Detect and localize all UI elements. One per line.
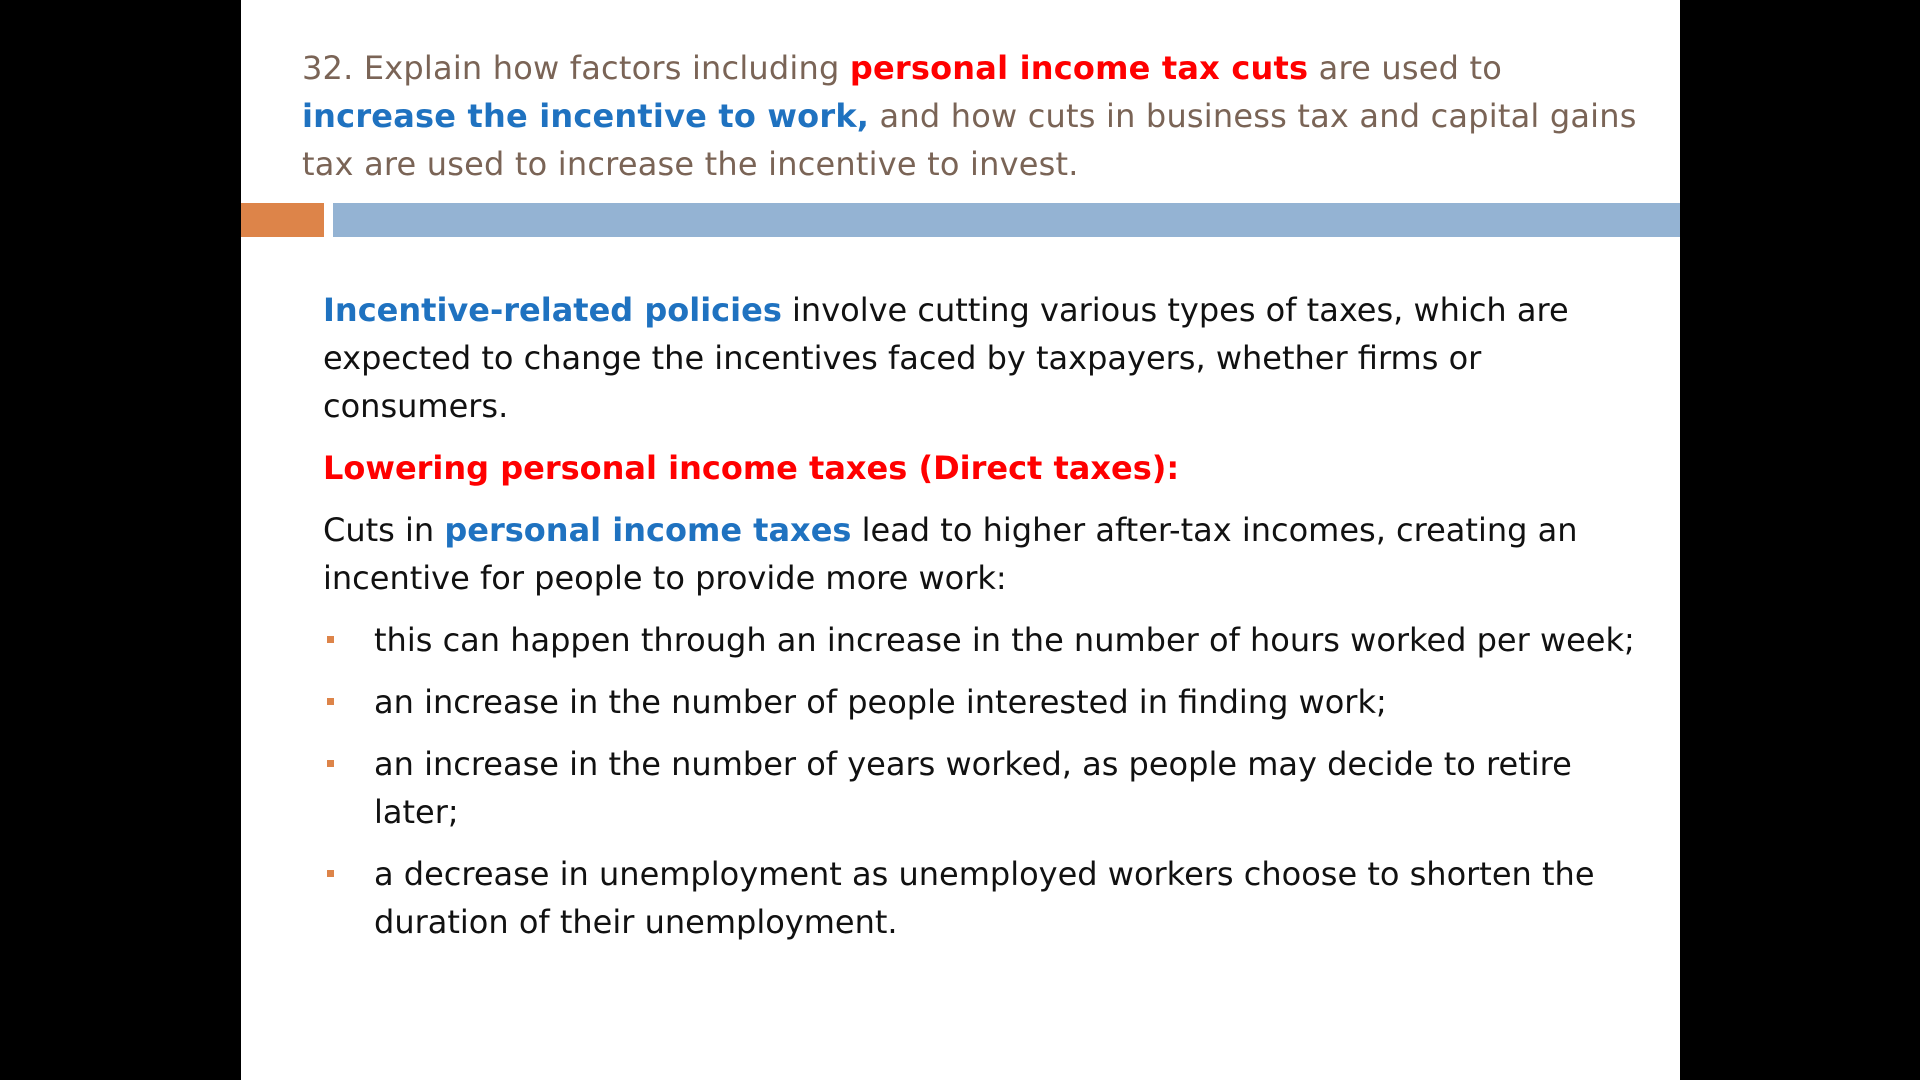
bullet-text: an increase in the number of people interested in finding work; [374, 683, 1387, 721]
square-bullet-icon [327, 760, 334, 767]
accent-bar-blue [333, 203, 1680, 237]
intro-text: involve cutting various types of taxes, which are expected to change the incentives faced by taxpayers, whether firms or consumers. [323, 291, 1569, 425]
cuts-paragraph [323, 506, 1643, 602]
title-text-3: and how cuts in business tax and capital gains tax are used to increase the incentive to invest. [302, 97, 1637, 183]
square-bullet-icon [327, 698, 334, 705]
slide [241, 0, 1680, 1080]
bullet-item [323, 678, 1643, 726]
intro-term: Incentive-related policies [323, 291, 782, 329]
title-highlight-income-tax-cuts: personal income tax cuts [849, 49, 1309, 87]
bullet-list [323, 616, 1643, 946]
slide-body [323, 286, 1643, 960]
bullet-text: this can happen through an increase in the number of hours worked per week; [374, 621, 1635, 659]
title-text-1: 32. Explain how factors including [302, 49, 850, 87]
square-bullet-icon [327, 870, 334, 877]
bullet-item [323, 616, 1643, 664]
title-highlight-incentive-to-work: increase the incentive to work, [302, 97, 870, 135]
cuts-lead: Cuts in [323, 511, 445, 549]
accent-bar-orange [241, 203, 324, 237]
cuts-text: lead to higher after-tax incomes, creating an incentive for people to provide more work: [323, 511, 1578, 597]
bullet-item [323, 740, 1643, 836]
title-text-2: are used to [1308, 49, 1503, 87]
bullet-item [323, 850, 1643, 946]
bullet-text: a decrease in unemployment as unemployed workers choose to shorten the duration of their unemployment. [374, 855, 1595, 941]
intro-paragraph [323, 286, 1643, 430]
section-heading: Lowering personal income taxes (Direct taxes): [323, 449, 1180, 487]
bullet-text: an increase in the number of years worked, as people may decide to retire later; [374, 745, 1572, 831]
square-bullet-icon [327, 636, 334, 643]
cuts-term: personal income taxes [444, 511, 852, 549]
slide-title [302, 44, 1642, 188]
